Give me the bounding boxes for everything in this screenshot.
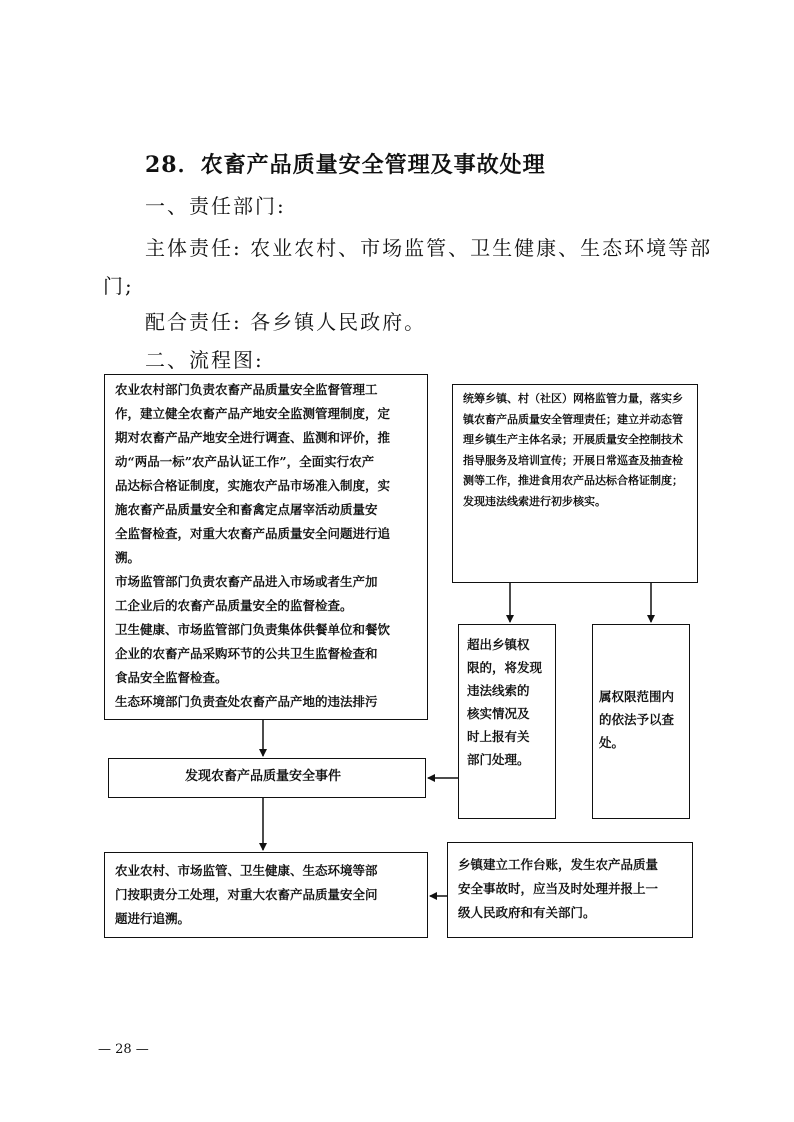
section-heading-flowchart: 二、流程图:	[145, 348, 264, 372]
section-heading-responsibility: 一、责任部门:	[145, 194, 286, 218]
box-line: 发现违法线索进行初步核实。	[463, 494, 606, 508]
box-line: 指导服务及培训宣传；开展日常巡查及抽查检	[463, 453, 683, 467]
box-line: 门按职责分工处理，对重大农畜产品质量安全问	[115, 887, 378, 902]
box-line: 全监督检查，对重大农畜产品质量安全问题进行追	[115, 526, 391, 541]
box-line: 属权限范围内	[599, 689, 675, 704]
box-line: 限的，将发现	[467, 660, 543, 675]
box-line: 理乡镇生产主体名录；开展质量安全控制技术	[463, 433, 683, 446]
box-line: 企业的农畜产品采购环节的公共卫生监督检查和	[115, 646, 378, 661]
event-label: 发现农畜产品质量安全事件	[185, 769, 342, 784]
box-line: 动“两品一标”农产品认证工作”，全面实行农产	[115, 454, 375, 469]
box-line: 农业农村部门负责农畜产品质量安全监督管理工	[115, 382, 378, 397]
page-number: — 28 —	[98, 1042, 149, 1057]
box-line: 安全事故时，应当及时处理并报上一	[458, 881, 659, 896]
box-line: 作，建立健全农畜产品产地安全监测管理制度，定	[115, 406, 391, 421]
box-line: 时上报有关	[467, 729, 530, 744]
box-line: 的依法予以查	[599, 712, 675, 727]
box-line: 核实情况及	[467, 706, 530, 721]
box-line: 题进行追溯。	[115, 911, 191, 926]
assist-responsibility: 配合责任: 各乡镇人民政府。	[145, 310, 427, 334]
box-line: 期对农畜产品产地安全进行调查、监测和评价，推	[115, 430, 391, 445]
box-line: 食品安全监督检查。	[115, 670, 228, 685]
box-line: 乡镇建立工作台账，发生农产品质量	[458, 857, 659, 872]
box-line: 测等工作，推进食用农产品达标合格证制度；	[463, 474, 683, 487]
box-line: 工企业后的农畜产品质量安全的监督检查。	[115, 598, 353, 613]
box-line: 生态环境部门负责查处农畜产品产地的违法排污	[115, 694, 378, 709]
box-line: 统筹乡镇、村（社区）网格监管力量，落实乡	[463, 392, 683, 405]
box-line: 镇农畜产品质量安全管理责任；建立并动态管	[463, 412, 683, 426]
box-line: 处。	[599, 735, 625, 750]
box-line: 违法线索的	[467, 683, 530, 698]
box-line: 级人民政府和有关部门。	[458, 905, 596, 920]
box-line: 施农畜产品质量安全和畜禽定点屠宰活动质量安	[115, 502, 378, 517]
box-line: 市场监管部门负责农畜产品进入市场或者生产加	[115, 574, 378, 589]
box-line: 农业农村、市场监管、卫生健康、生态环境等部	[115, 863, 378, 878]
box-line: 部门处理。	[467, 752, 530, 767]
main-responsibility-line1: 主体责任: 农业农村、市场监管、卫生健康、生态环境等部	[145, 236, 713, 260]
box-line: 品达标合格证制度，实施农产品市场准入制度，实	[115, 478, 391, 493]
box-line: 卫生健康、市场监管部门负责集体供餐单位和餐饮	[115, 622, 391, 637]
page-title: 28．农畜产品质量安全管理及事故处理	[145, 152, 546, 178]
box-line: 超出乡镇权	[467, 637, 530, 652]
main-responsibility-line2: 门;	[103, 274, 134, 298]
box-line: 溯。	[115, 550, 141, 565]
